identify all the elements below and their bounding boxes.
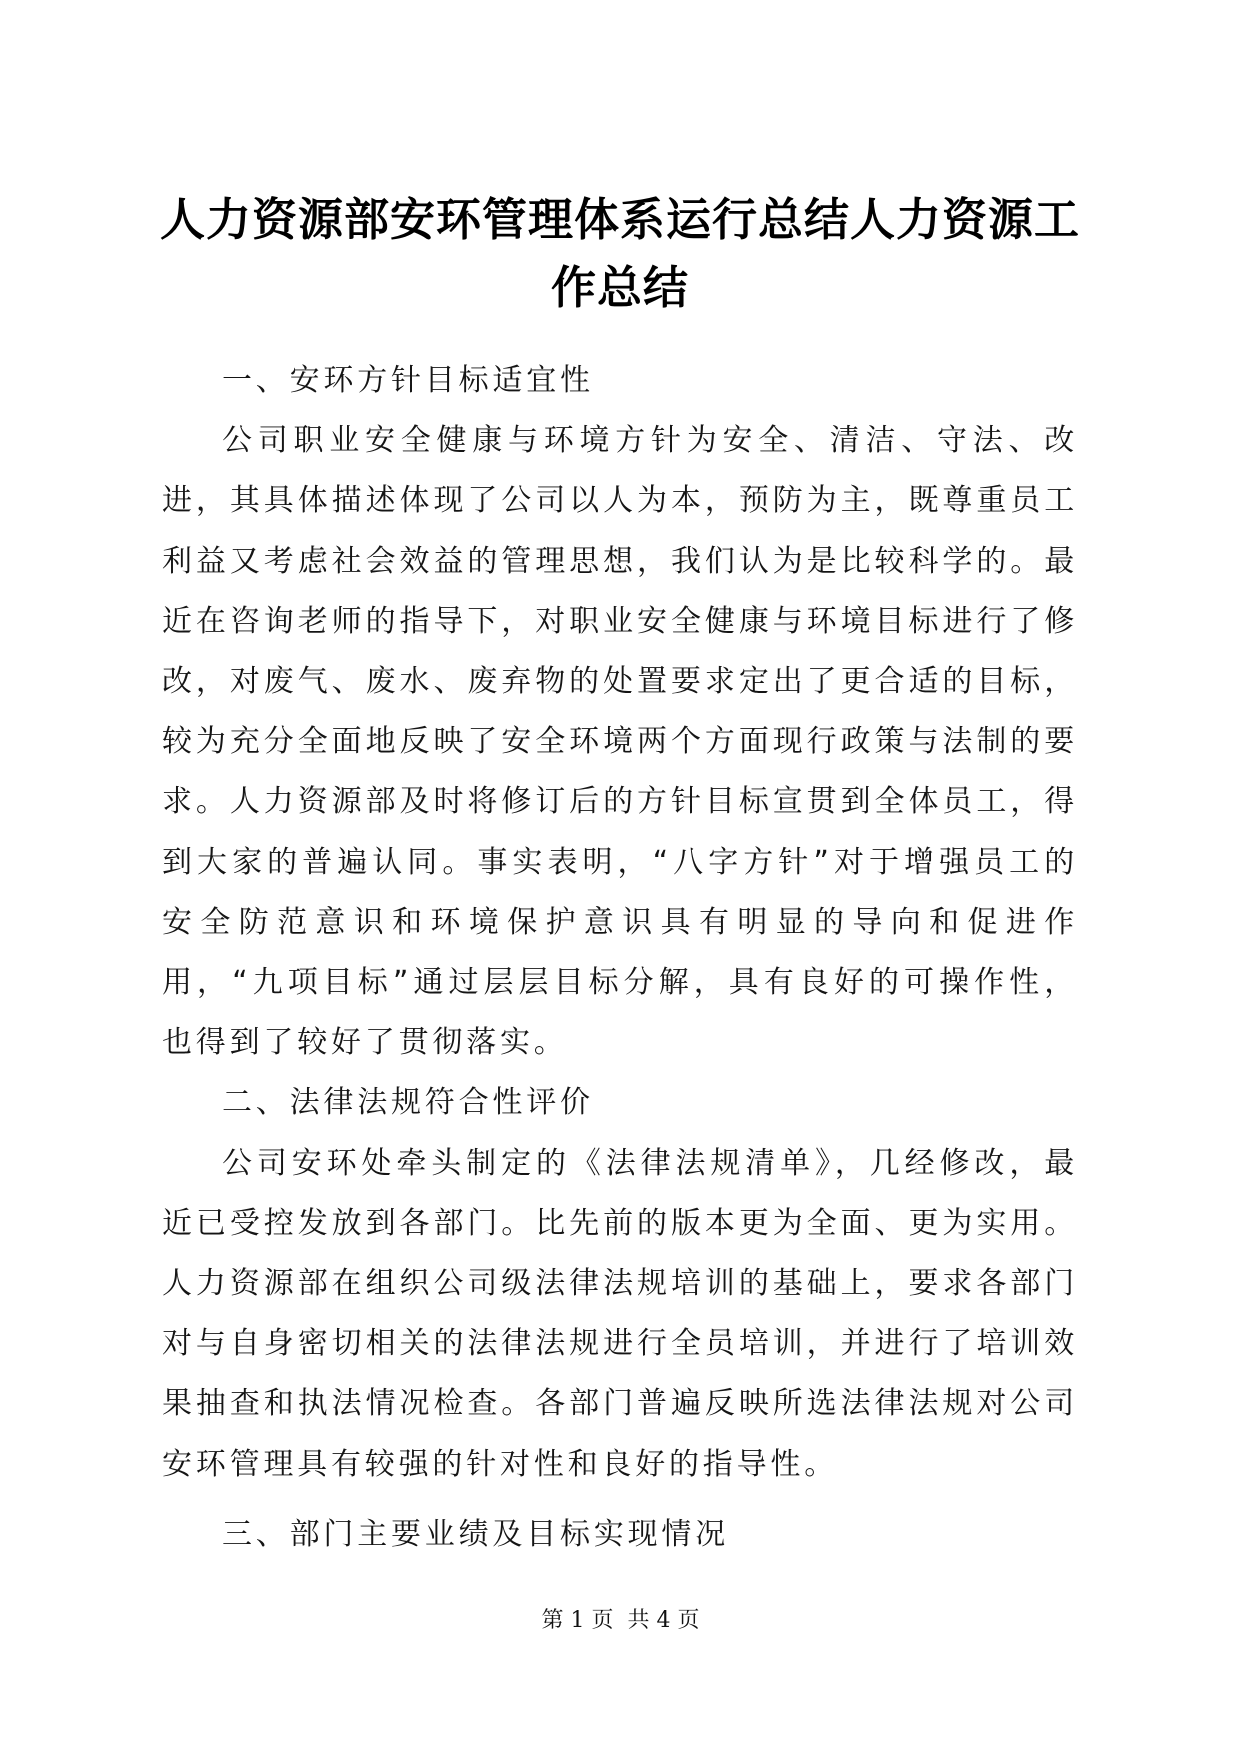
body-paragraph-2: 公司安环处牵头制定的《法律法规清单》，几经修改，最近已受控发放到各部门。比先前的版本更为全面、更为实用。人力资源部在组织公司级法律法规培训的基础上，要求各部门对与自身密切相关的法律法规进行全员培训，并进行了培训效果抽查和执法情况检查。各部门普遍反映所选法律法规对公司安环管理具有较强的针对性和良好的指导性。 [162, 1145, 1078, 1482]
document-body [162, 351, 1078, 1565]
page-footer [0, 1606, 1241, 1636]
body-paragraph-1: 公司职业安全健康与环境方针为安全、清洁、守法、改进，其具体描述体现了公司以人为本，预防为主，既尊重员工利益又考虑社会效益的管理思想，我们认为是比较科学的。最近在咨询老师的指导下，对职业安全健康与环境目标进行了修改，对废气、废水、废弃物的处置要求定出了更合适的目标，较为充分全面地反映了安全环境两个方面现行政策与法制的要求。人力资源部及时将修订后的方针目标宣贯到全体员工，得到大家的普遍认同。事实表明，“八字方针”对于增强员工的安全防范意识和环境保护意识具有明显的导向和促进作用，“九项目标”通过层层目标分解，具有良好的可操作性，也得到了较好了贯彻落实。 [162, 423, 1078, 1061]
document-title: 人力资源部安环管理体系运行总结人力资源工作总结 [159, 193, 1080, 314]
section-heading-3: 三、部门主要业绩及目标实现情况 [222, 1516, 729, 1552]
section-heading-2: 二、法律法规符合性评价 [222, 1085, 594, 1121]
page-number-label: 第 1 页 共 4 页 [541, 1608, 700, 1633]
section-heading-1: 一、安环方针目标适宜性 [222, 363, 594, 398]
